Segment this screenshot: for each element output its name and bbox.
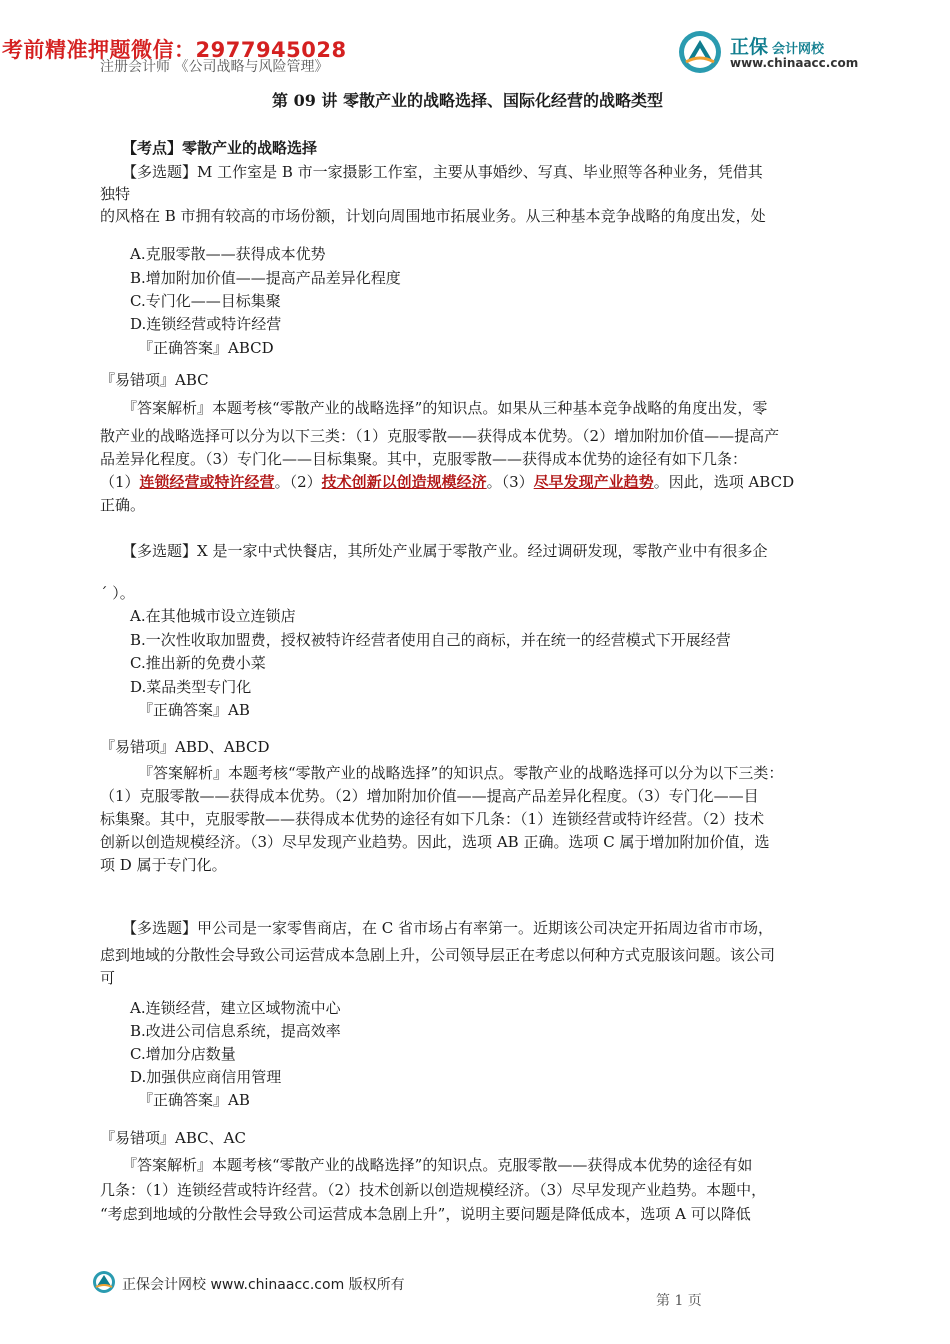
q2-option-b: B.一次性收取加盟费，授权被特许经营者使用自己的商标，并在统一的经营模式下开展经营 [130, 631, 731, 649]
q3-analysis-line1: 几条：（1）连锁经营或特许经营。（2）技术创新以创造规模经济。（3）尽早发现产业趋势。本题中， [100, 1181, 767, 1199]
course-header-clipped: 注册会计师 《公司战略与风险管理》 [100, 59, 329, 75]
logo-url: www.chinaacc.com [730, 56, 859, 70]
q1-stem-line1: 【多选题】M 工作室是 B 市一家摄影工作室，主要从事婚纱、写真、毕业照等各种业务，凭借其 [122, 163, 763, 181]
q1-option-a: A.克服零散——获得成本优势 [130, 245, 326, 263]
q1-analysis-line4: 正确。 [100, 496, 146, 514]
q3-stem-line1: 虑到地域的分散性会导致公司运营成本急剧上升，公司领导层正在考虑以何种方式克服该问题。该公司 [100, 946, 776, 964]
q1-wrong-options: 『易错项』ABC [100, 371, 209, 389]
highlight-industry-trend: 尽早发现产业趋势 [533, 473, 654, 491]
logo-cn-subtext: 会计网校 [772, 42, 825, 57]
q3-analysis-clipped: 『答案解析』本题考核“零散产业的战略选择”的知识点。克服零散——获得成本优势的途径有如 [122, 1156, 753, 1174]
page-number-clipped: 第 1 页 [656, 1293, 702, 1309]
lecture-title-clipped: 第 09 讲 零散产业的战略选择、国际化经营的战略类型 [272, 91, 663, 110]
q3-stem-line2-clipped: 可 [100, 969, 116, 987]
promo-banner: 考前精准押题微信：2977945028 [2, 38, 347, 62]
q3-option-c: C.增加分店数量 [130, 1045, 236, 1063]
q3-correct-answer: 『正确答案』AB [138, 1091, 250, 1109]
q3-option-d: D.加强供应商信用管理 [130, 1068, 282, 1086]
q2-option-d: D.菜品类型专门化 [130, 678, 252, 696]
q3-analysis-clipped-2: “考虑到地域的分散性会导致公司运营成本急剧上升”，说明主要问题是降低成本，选项 A 可以降低 [100, 1205, 751, 1223]
q1-option-d: D.连锁经营或特许经营 [130, 315, 282, 333]
q1-analysis-clipped: 『答案解析』本题考核“零散产业的战略选择”的知识点。如果从三种基本竞争战略的角度出发，零 [122, 399, 768, 417]
footer-logo-icon [92, 1270, 116, 1294]
q1-analysis-line1: 散产业的战略选择可以分为以下三类：（1）克服零散——获得成本优势。（2）增加附加价值——提高产 [100, 427, 780, 445]
highlight-chain-franchise: 连锁经营或特许经营 [139, 473, 275, 491]
q3-option-a: A.连锁经营，建立区域物流中心 [130, 999, 341, 1017]
q1-stem-line3-clipped: 的风格在 B 市拥有较高的市场份额，计划向周围地市拓展业务。从三种基本竞争战略的角度出发，处 [100, 207, 766, 225]
q2-option-a: A.在其他城市设立连锁店 [130, 607, 296, 625]
q2-analysis-line2: （1）克服零散——获得成本优势。（2）增加附加价值——提高产品差异化程度。（3）专门化——目 [100, 787, 759, 805]
q1-correct-answer: 『正确答案』ABCD [138, 339, 274, 357]
logo-emblem-icon [678, 30, 722, 74]
q1-analysis-line2: 品差异化程度。（3）专门化——目标集聚。其中，克服零散——获得成本优势的途径有如下几条： [100, 450, 748, 468]
q2-analysis-line1: 『答案解析』本题考核“零散产业的战略选择”的知识点。零散产业的战略选择可以分为以下三类： [138, 764, 784, 782]
q3-wrong-options-clipped: 『易错项』ABC、AC [100, 1129, 246, 1147]
q3-stem-clipped: 【多选题】甲公司是一家零售商店，在 C 省市场占有率第一。近期该公司决定开拓周边省市市场， [122, 919, 774, 937]
logo-cn-text: 正保 [730, 36, 769, 58]
q2-stem-line2: ´ ）。 [100, 584, 135, 602]
q2-option-c: C.推出新的免费小菜 [130, 654, 266, 672]
section-label: 【考点】零散产业的战略选择 [122, 139, 318, 157]
q2-analysis-line4: 创新以创造规模经济。（3）尽早发现产业趋势。因此，选项 AB 正确。选项 C 属于增加附加价值，选 [100, 833, 770, 851]
q2-analysis-line3: 标集聚。其中，克服零散——获得成本优势的途径有如下几条：（1）连锁经营或特许经营。（2）技术 [100, 810, 765, 828]
q1-stem-line2: 独特 [100, 185, 131, 203]
q3-option-b: B.改进公司信息系统，提高效率 [130, 1022, 341, 1040]
q1-option-b: B.增加附加价值——提高产品差异化程度 [130, 269, 401, 287]
q1-option-c: C.专门化——目标集聚 [130, 292, 281, 310]
q2-wrong-options: 『易错项』ABD、ABCD [100, 738, 270, 756]
q1-analysis-line3: （1）连锁经营或特许经营。（2）技术创新以创造规模经济。（3）尽早发现产业趋势。因此，选项 ABCD [100, 473, 795, 491]
brand-logo [678, 30, 878, 76]
footer-copyright: 正保会计网校 www.chinaacc.com 版权所有 [122, 1277, 405, 1293]
highlight-tech-innovation: 技术创新以创造规模经济 [321, 473, 487, 491]
q2-analysis-line5: 项 D 属于专门化。 [100, 856, 227, 874]
q2-stem-line1: 【多选题】X 是一家中式快餐店，其所处产业属于零散产业。经过调研发现，零散产业中有很多企 [122, 542, 768, 560]
q2-correct-answer: 『正确答案』AB [138, 701, 250, 719]
